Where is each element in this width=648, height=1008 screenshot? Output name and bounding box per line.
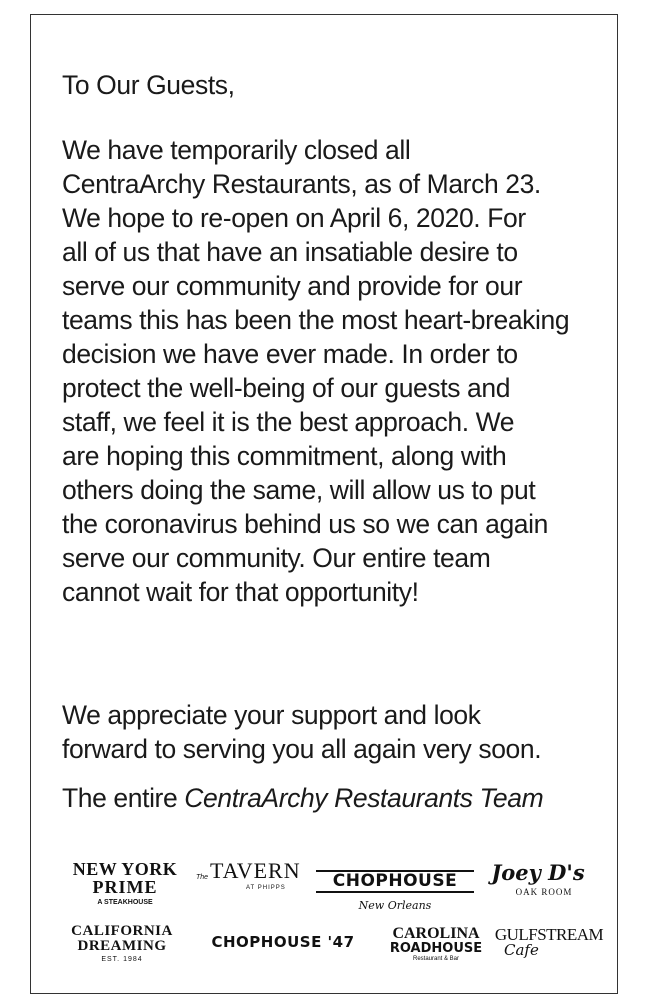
chophouse-47-logo [190, 935, 376, 950]
body-line: all of us that have an insatiable desire to [62, 237, 518, 267]
tavern-prefix: The [196, 874, 209, 881]
cd-line2: DREAMING [77, 938, 167, 954]
body-line: CentraArchy Restaurants, as of March 23. [62, 169, 541, 199]
tavern-sub: AT PHIPPS [246, 885, 286, 891]
gulfstream-line2: Cafe [504, 941, 539, 959]
closing-paragraph [62, 698, 602, 766]
new-york-prime-logo [62, 860, 188, 906]
body-line: We have temporarily closed all [62, 135, 411, 165]
nyp-tagline: A STEAKHOUSE [97, 899, 153, 906]
joey-ds-sub: OAK ROOM [515, 887, 573, 897]
body-line: protect the well-being of our guests and [62, 373, 511, 403]
body-line: We hope to re-open on April 6, 2020. For [62, 203, 526, 233]
carolina-sub: Restaurant & Bar [412, 956, 460, 962]
chophouse-no-sub: New Orleans [358, 899, 432, 912]
body-line: serve our community. Our entire team [62, 543, 491, 573]
body-line: teams this has been the most heart-breaking [62, 305, 570, 335]
chophouse-new-orleans-logo [316, 870, 474, 911]
nyp-line2: PRIME [92, 877, 158, 897]
signoff-team-name: CentraArchy Restaurants Team [184, 783, 544, 813]
joey-ds-logo [486, 862, 590, 897]
closing-line: forward to serving you all again very soon. [62, 734, 542, 764]
body-line: staff, we feel it is the best approach. We [62, 407, 515, 437]
joey-ds-name: Joey D's [491, 860, 585, 885]
carolina-line2: ROADHOUSE [389, 941, 483, 956]
body-line: the coronavirus behind us so we can again [62, 509, 548, 539]
closing-line: We appreciate your support and look [62, 700, 481, 730]
nyp-line1: NEW YORK [72, 859, 178, 879]
tavern-name: TAVERN [210, 858, 301, 883]
carolina-roadhouse-logo [388, 926, 484, 962]
body-line: decision we have ever made. In order to [62, 339, 518, 369]
body-line: are hoping this commitment, along with [62, 441, 507, 471]
gulfstream-line1: GULFSTREAM [494, 925, 604, 944]
signoff [62, 781, 602, 815]
chophouse-47-name: CHOPHOUSE '47 [211, 933, 355, 951]
body-line: others doing the same, will allow us to put [62, 475, 536, 505]
body-line: cannot wait for that opportunity! [62, 577, 419, 607]
greeting: To Our Guests, [62, 70, 235, 100]
body-line: serve our community and provide for our [62, 271, 523, 301]
tavern-logo [196, 858, 304, 898]
carolina-line1: CAROLINA [392, 925, 480, 942]
cd-line1: CALIFORNIA [71, 923, 173, 939]
cd-est: EST. 1984 [101, 956, 143, 963]
letter-body [62, 133, 602, 609]
california-dreaming-logo [60, 924, 184, 963]
chophouse-no-name: CHOPHOUSE [316, 870, 474, 893]
gulfstream-cafe-logo [494, 926, 604, 958]
signoff-prefix: The entire [62, 783, 185, 813]
